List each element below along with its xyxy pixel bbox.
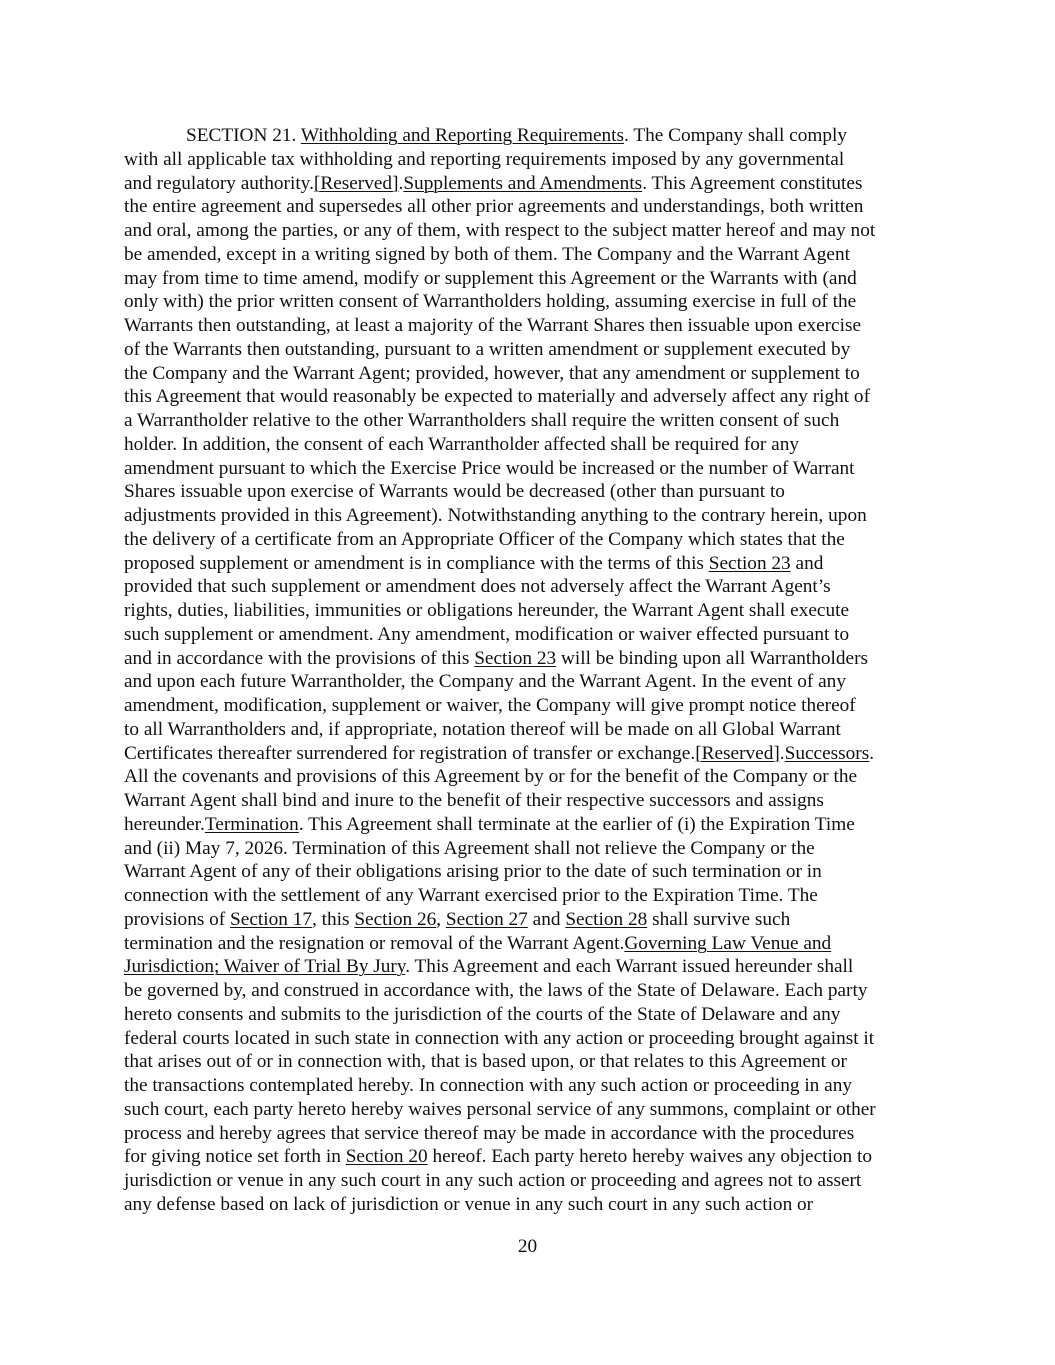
text-segment: , — [436, 908, 446, 930]
text-line — [124, 1145, 932, 1169]
text-segment: Certificates thereafter surrendered for registration of transfer or exchange. — [124, 742, 696, 764]
underlined-heading: Section 23 — [474, 647, 557, 669]
text-segment: . This Agreement and each Warrant issued hereunder shall — [405, 956, 854, 978]
text-segment: will be binding upon all Warrantholders — [556, 647, 869, 669]
underlined-heading: Withholding and Reporting Requirements — [300, 125, 625, 146]
text-line — [124, 457, 932, 481]
text-segment: amendment pursuant to which the Exercise Price would be increased or the number of Warrant — [124, 457, 855, 479]
underlined-heading: [Reserved] — [695, 742, 780, 764]
text-segment: this Agreement that would reasonably be expected to materially and adversely affect any right of — [124, 386, 870, 408]
text-segment: jurisdiction or venue in any such court in any such action or proceeding and agrees not to assert — [124, 1170, 862, 1191]
section-body-text — [124, 124, 932, 1217]
text-line — [124, 765, 932, 789]
text-segment: with all applicable tax withholding and reporting requirements imposed by any governmental — [124, 148, 845, 170]
text-segment: and upon each future Warrantholder, the Company and the Warrant Agent. In the event of any — [124, 671, 846, 693]
text-line — [124, 504, 932, 528]
text-segment: termination and the resignation or removal of the Warrant Agent. — [124, 932, 625, 954]
text-segment: and — [790, 552, 824, 574]
underlined-heading: Governing Law Venue and — [624, 932, 832, 954]
text-line — [124, 979, 932, 1003]
underlined-heading: Successors — [784, 742, 870, 764]
underlined-heading: Section 28 — [565, 908, 648, 930]
text-segment: provisions of — [124, 908, 231, 930]
text-segment: holder. In addition, the consent of each Warrantholder affected shall be required for any — [124, 433, 799, 455]
text-segment: the Company and the Warrant Agent; provided, however, that any amendment or supplement to — [124, 362, 860, 384]
text-line — [124, 338, 932, 362]
underlined-heading: Section 26 — [354, 908, 437, 930]
underlined-heading: Supplements and Amendments — [403, 172, 643, 194]
text-line — [124, 1098, 932, 1122]
text-segment: process and hereby agrees that service thereof may be made in accordance with the procedures — [124, 1122, 855, 1144]
text-line — [124, 267, 932, 291]
underlined-heading: [Reserved] — [313, 172, 399, 194]
text-segment: and in accordance with the provisions of this — [124, 647, 475, 669]
text-segment: be amended, except in a writing signed by both of them. The Company and the Warrant Agent — [124, 243, 850, 265]
text-segment: only with) the prior written consent of Warrantholders holding, assuming exercise in full of the — [124, 291, 857, 313]
text-segment: Warrant Agent of any of their obligations arising prior to the date of such termination or in — [124, 861, 822, 883]
text-segment: to all Warrantholders and, if appropriate, notation thereof will be made on all Global Warrant — [124, 718, 841, 740]
text-segment: be governed by, and construed in accordance with, the laws of the State of Delaware. Each party — [124, 980, 868, 1001]
text-line — [124, 908, 932, 932]
underlined-heading: Section 17 — [230, 908, 312, 930]
text-line — [124, 195, 932, 219]
text-segment: may from time to time amend, modify or supplement this Agreement or the Warrants with (and — [124, 267, 857, 289]
text-line — [124, 1122, 932, 1146]
text-line — [124, 742, 932, 766]
text-line — [124, 362, 932, 386]
text-segment: a Warrantholder relative to the other Warrantholders shall require the written consent of such — [124, 410, 840, 431]
text-line — [124, 385, 932, 409]
text-line — [124, 1169, 932, 1193]
text-segment: such court, each party hereto hereby waives personal service of any summons, complaint or other — [124, 1098, 876, 1120]
text-segment: . This Agreement shall terminate at the earlier of (i) the Expiration Time — [298, 813, 855, 835]
text-segment: of the Warrants then outstanding, pursuant to a written amendment or supplement executed by — [124, 338, 851, 360]
text-segment: Warrants then outstanding, at least a majority of the Warrant Shares then issuable upon exercise — [124, 315, 862, 336]
underlined-heading: Termination — [204, 813, 299, 835]
text-segment: Warrant Agent shall bind and inure to the benefit of their respective successors and assigns — [124, 790, 824, 811]
text-segment: for giving notice set forth in — [124, 1146, 346, 1168]
text-segment: and regulatory authority. — [124, 172, 314, 194]
text-line — [124, 932, 932, 956]
text-segment: . — [869, 742, 875, 764]
text-line — [124, 480, 932, 504]
text-line — [124, 290, 932, 314]
text-segment: hereto consents and submits to the jurisdiction of the courts of the State of Delaware and any — [124, 1003, 841, 1025]
text-line — [124, 860, 932, 884]
text-segment: Shares issuable upon exercise of Warrants would be decreased (other than pursuant to — [124, 481, 785, 503]
text-line — [124, 1003, 932, 1027]
text-segment: any defense based on lack of jurisdiction or venue in any such court in any such action or — [124, 1193, 814, 1215]
text-segment: . The Company shall comply — [624, 125, 847, 146]
text-line — [124, 955, 932, 979]
text-segment: and (ii) May 7, 2026. Termination of this Agreement shall not relieve the Company or the — [124, 837, 815, 859]
text-segment: . This Agreement constitutes — [642, 172, 863, 194]
text-line — [124, 718, 932, 742]
text-line — [124, 1193, 932, 1217]
text-segment: the delivery of a certificate from an Appropriate Officer of the Company which states that the — [124, 528, 845, 550]
text-segment: amendment, modification, supplement or waiver, the Company will give prompt notice thereof — [124, 695, 856, 716]
text-line — [124, 1074, 932, 1098]
text-line — [124, 1027, 932, 1051]
text-segment: . — [398, 172, 404, 194]
text-segment: that arises out of or in connection with, that is based upon, or that relates to this Agreement or — [124, 1051, 847, 1073]
text-segment: such supplement or amendment. Any amendment, modification or waiver effected pursuant to — [124, 623, 850, 645]
text-line — [124, 243, 932, 267]
text-segment: All the covenants and provisions of this Agreement by or for the benefit of the Company or the — [124, 766, 858, 788]
text-line — [124, 837, 932, 861]
text-segment: the entire agreement and supersedes all other prior agreements and understandings, both written — [124, 196, 864, 218]
text-segment: connection with the settlement of any Warrant exercised prior to the Expiration Time. The — [124, 885, 818, 906]
text-line — [124, 647, 932, 671]
text-segment: and oral, among the parties, or any of them, with respect to the subject matter hereof and may not — [124, 220, 876, 241]
text-line — [124, 148, 932, 172]
text-line — [124, 789, 932, 813]
text-line — [124, 124, 932, 148]
text-line — [124, 433, 932, 457]
text-segment: federal courts located in such state in connection with any action or proceeding brought against it — [124, 1027, 875, 1049]
text-line — [124, 623, 932, 647]
underlined-heading: Section 20 — [345, 1146, 428, 1168]
text-segment: proposed supplement or amendment is in compliance with the terms of this — [124, 552, 709, 574]
text-segment: the transactions contemplated hereby. In connection with any such action or proceeding in any — [124, 1075, 852, 1096]
text-line — [124, 599, 932, 623]
text-segment: hereof. Each party hereto hereby waives any objection to — [427, 1146, 872, 1168]
text-line — [124, 552, 932, 576]
text-segment: provided that such supplement or amendment does not adversely affect the Warrant Agent’s — [124, 576, 831, 598]
text-line — [124, 694, 932, 718]
text-line — [124, 172, 932, 196]
text-segment: and — [527, 908, 566, 930]
text-line — [124, 314, 932, 338]
text-segment: SECTION 21. — [186, 125, 301, 146]
text-line — [124, 219, 932, 243]
text-line — [124, 528, 932, 552]
text-segment: rights, duties, liabilities, immunities or obligations hereunder, the Warrant Agent shall execute — [124, 600, 850, 621]
text-segment: . — [779, 742, 785, 764]
page-number: 20 — [517, 1236, 538, 1257]
text-line — [124, 884, 932, 908]
text-segment: shall survive such — [647, 908, 791, 930]
text-segment: adjustments provided in this Agreement). Notwithstanding anything to the contrary herein, upon — [124, 505, 867, 526]
text-line — [124, 1050, 932, 1074]
text-line — [124, 813, 932, 837]
text-line — [124, 409, 932, 433]
underlined-heading: Jurisdiction; Waiver of Trial By Jury — [124, 956, 406, 978]
text-segment: , this — [311, 908, 355, 930]
text-line — [124, 575, 932, 599]
text-line — [124, 670, 932, 694]
text-segment: hereunder. — [124, 813, 205, 835]
underlined-heading: Section 23 — [708, 552, 791, 574]
underlined-heading: Section 27 — [445, 908, 528, 930]
